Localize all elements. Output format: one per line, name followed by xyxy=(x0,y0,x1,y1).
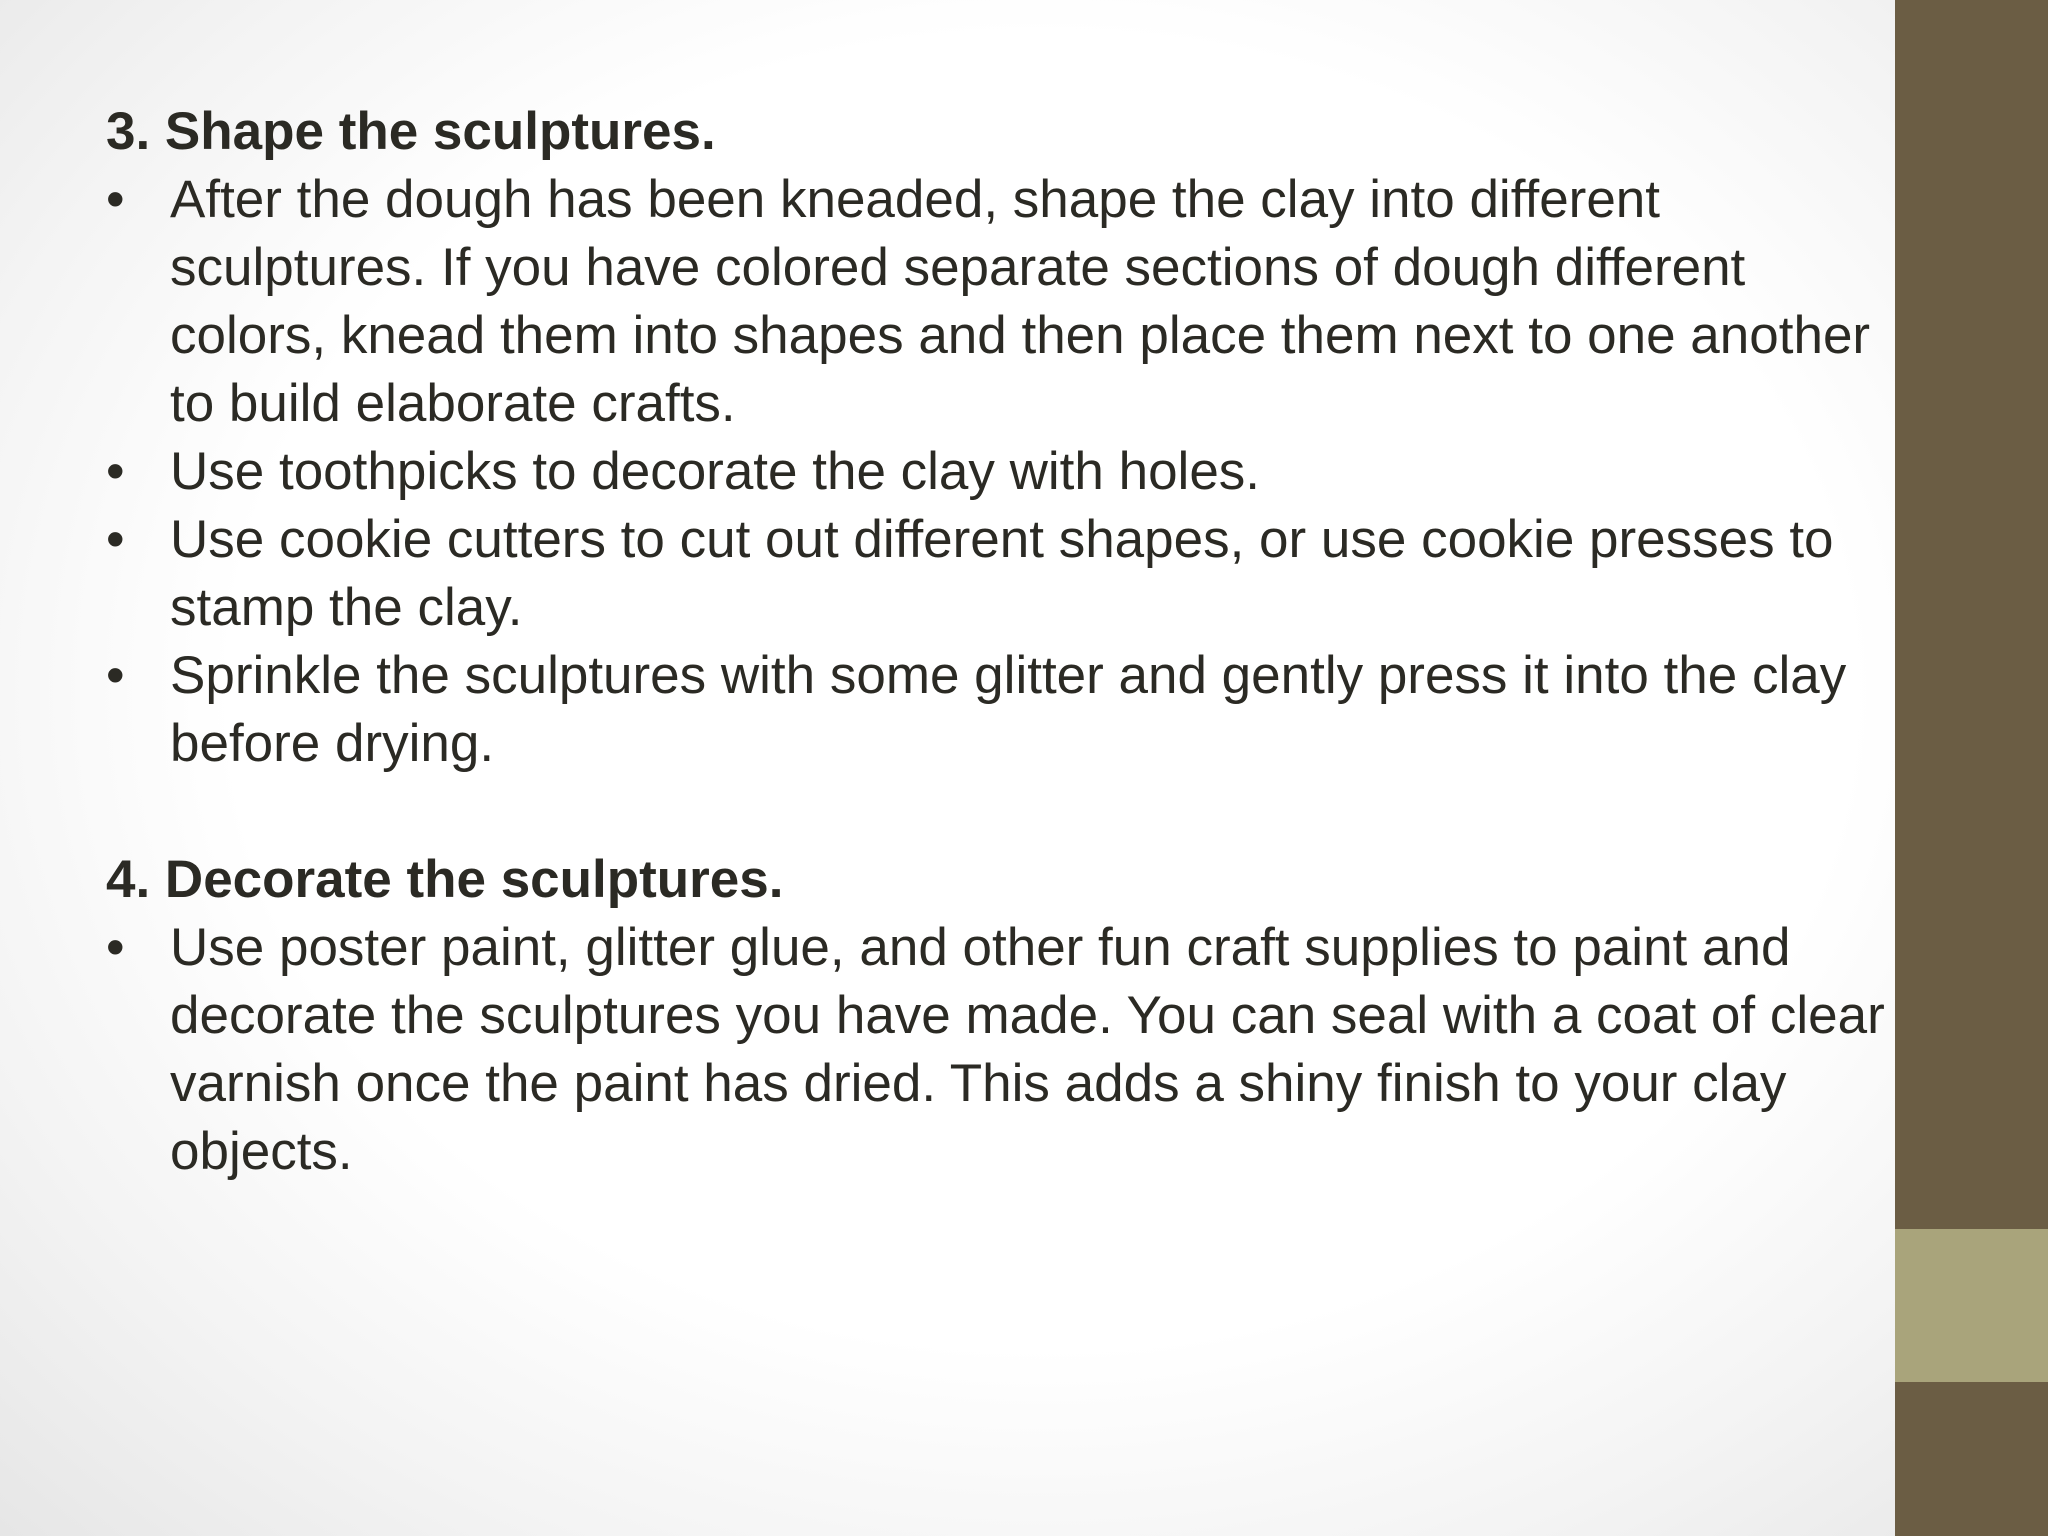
bullet-text: Use toothpicks to decorate the clay with holes. xyxy=(170,442,1261,501)
bullet-icon: • xyxy=(106,510,125,569)
bullet-text: Use cookie cutters to cut out different shapes, or use cookie presses to stamp the clay. xyxy=(170,510,1834,637)
bullet-icon: • xyxy=(106,646,125,705)
bullet-icon: • xyxy=(106,442,125,501)
bullet-icon: • xyxy=(106,918,125,977)
bullet-icon: • xyxy=(106,170,125,229)
bullet-item xyxy=(106,166,1886,438)
section-spacer xyxy=(106,778,1886,846)
bullet-text: Use poster paint, glitter glue, and other fun craft supplies to paint and decorate the sculptures you have made. You can seal with a coat of clear varnish once the paint has dried. This adds a shiny finish to your clay objects. xyxy=(170,918,1885,1181)
bullet-item xyxy=(106,438,1886,506)
bullet-item xyxy=(106,642,1886,778)
bullet-text: After the dough has been kneaded, shape the clay into different sculptures. If you have colored separate sections of dough different colors, knead them into shapes and then place them next to one another to build elaborate crafts. xyxy=(170,170,1871,433)
bullet-item xyxy=(106,506,1886,642)
bullet-list-shape xyxy=(106,166,1886,778)
bullet-item xyxy=(106,914,1886,1186)
section-title-decorate: 4. Decorate the sculptures. xyxy=(106,850,784,909)
bullet-list-decorate xyxy=(106,914,1886,1186)
slide-content xyxy=(106,98,1886,1186)
bullet-text: Sprinkle the sculptures with some glitter and gently press it into the clay before drying. xyxy=(170,646,1847,773)
section-title-shape: 3. Shape the sculptures. xyxy=(106,102,716,161)
side-decoration-accent xyxy=(1895,1229,2048,1382)
